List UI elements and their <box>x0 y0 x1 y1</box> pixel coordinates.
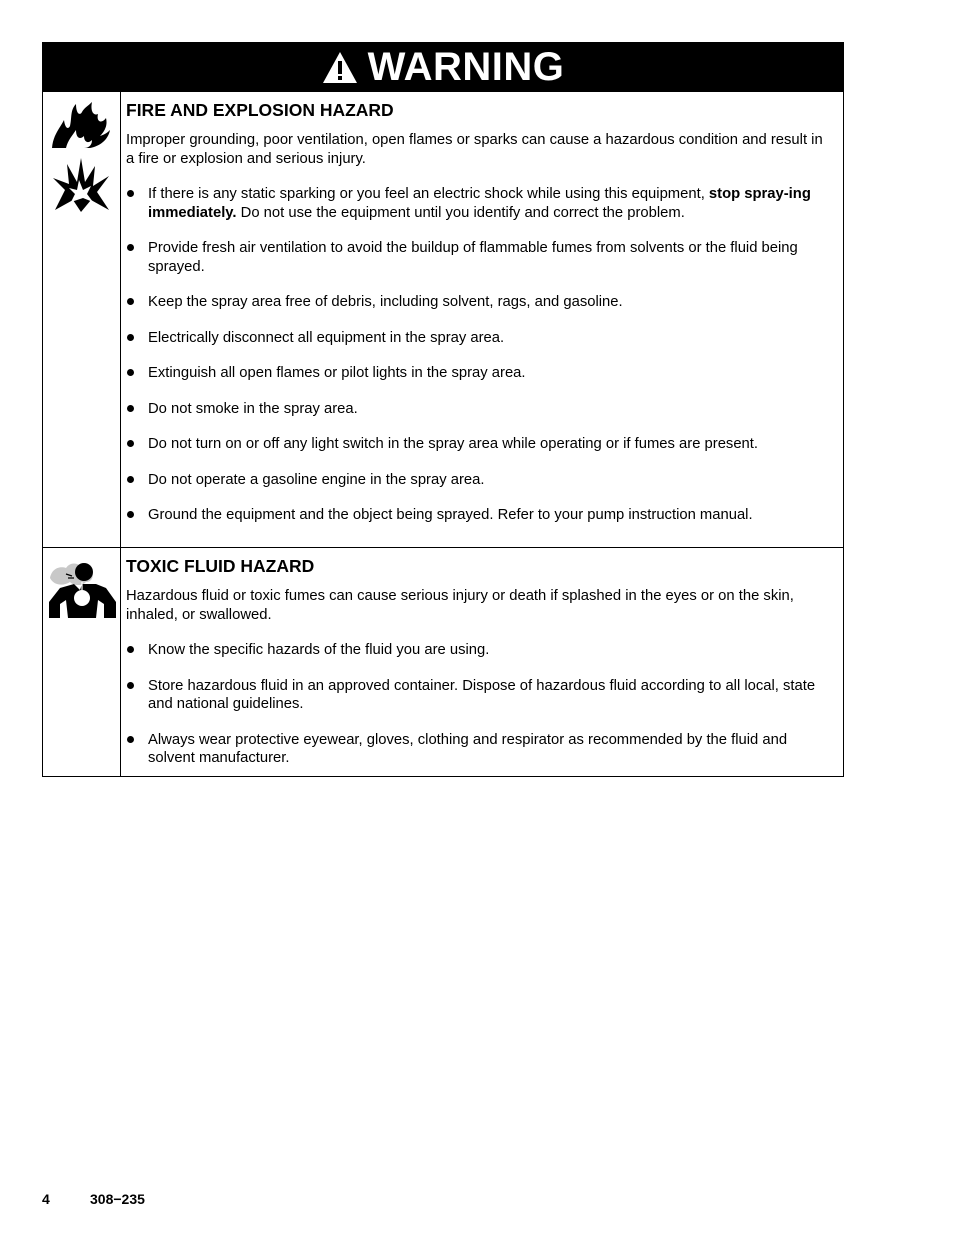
section-intro: Improper grounding, poor ventilation, open flames or sparks can cause a hazardous condition and result in a fire or explosion and serious injury. <box>126 132 823 167</box>
list-item: Electrically disconnect all equipment in the spray area. <box>126 329 835 348</box>
section-title: TOXIC FLUID HAZARD <box>126 556 315 576</box>
list-item: Do not operate a gasoline engine in the spray area. <box>126 471 835 490</box>
bullet-list <box>126 185 835 525</box>
warning-banner <box>43 43 843 92</box>
toxic-text-column <box>121 548 843 776</box>
list-item: Extinguish all open flames or pilot lights in the spray area. <box>126 364 835 383</box>
bullet-list <box>126 641 835 768</box>
list-item: Always wear protective eyewear, gloves, clothing and respirator as recommended by the fluid and solvent manufacturer. <box>126 731 835 768</box>
toxic-icon-column <box>43 548 121 776</box>
document-number: 308−235 <box>90 1191 145 1207</box>
bullet-text: Do not use the equipment until you identify and correct the problem. <box>236 204 685 221</box>
bullet-text: If there is any static sparking or you feel an electric shock while using this equipment, <box>148 186 709 202</box>
list-item: Store hazardous fluid in an approved container. Dispose of hazardous fluid according to all local, state and national guidelines. <box>126 677 835 714</box>
toxic-fluid-section <box>43 547 843 776</box>
section-intro: Hazardous fluid or toxic fumes can cause serious injury or death if splashed in the eyes or on the skin, inhaled, or swallowed. <box>126 588 794 623</box>
warning-triangle-icon <box>322 51 358 84</box>
fire-icon <box>50 100 112 150</box>
list-item <box>126 185 835 222</box>
banner-title: WARNING <box>367 45 565 89</box>
page-number: 4 <box>42 1191 50 1207</box>
section-title: FIRE AND EXPLOSION HAZARD <box>126 100 394 120</box>
list-item: Keep the spray area free of debris, including solvent, rags, and gasoline. <box>126 293 835 312</box>
list-item: Provide fresh air ventilation to avoid the buildup of flammable fumes from solvents or the fluid being sprayed. <box>126 239 835 276</box>
toxic-fumes-icon <box>48 558 116 624</box>
list-item: Ground the equipment and the object being sprayed. Refer to your pump instruction manual. <box>126 506 835 525</box>
page-footer <box>42 1191 145 1208</box>
list-item: Do not smoke in the spray area. <box>126 400 835 419</box>
list-item: Know the specific hazards of the fluid you are using. <box>126 641 835 660</box>
list-item: Do not turn on or off any light switch in the spray area while operating or if fumes are present. <box>126 435 835 454</box>
fire-explosion-section <box>43 92 843 547</box>
fire-text-column <box>121 92 843 547</box>
fire-icon-column <box>43 92 121 547</box>
bullet-bold-text: stop spray-ing immediately. <box>148 186 811 221</box>
explosion-icon <box>51 156 111 212</box>
warning-box <box>42 42 844 777</box>
